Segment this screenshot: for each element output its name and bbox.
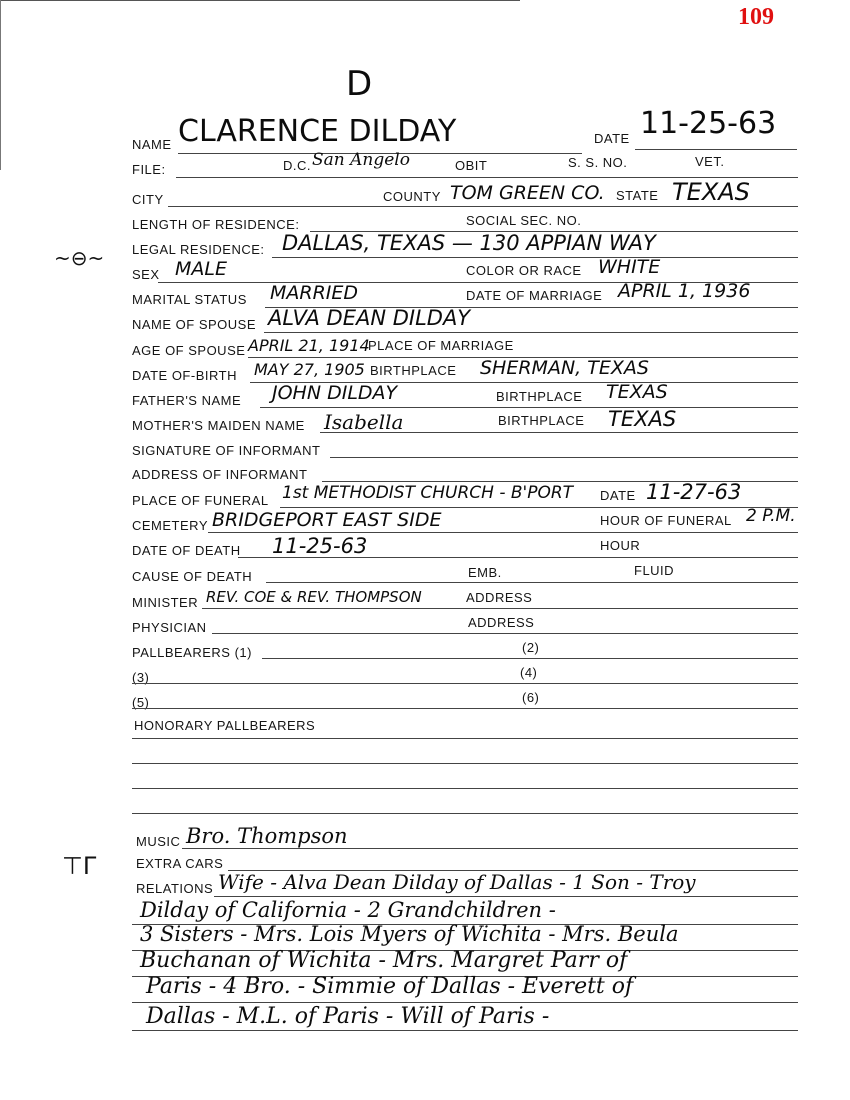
name-label: NAME (132, 137, 172, 152)
age-of-spouse-value: APRIL 21, 1914 (248, 336, 370, 355)
date-of-death-label: DATE OF DEATH (132, 543, 241, 558)
county-value: TOM GREEN CO. (450, 182, 605, 204)
hour-of-funeral-value: 2 P.M. (746, 506, 796, 526)
cause-of-death-label: CAUSE OF DEATH (132, 569, 253, 584)
pallbearers-5-label: (5) (132, 695, 150, 710)
funeral-date-value: 11-27-63 (646, 480, 742, 504)
pallbearers-6-label: (6) (522, 690, 540, 705)
dc-label: D.C. (283, 158, 311, 173)
birthplace-label: BIRTHPLACE (370, 363, 457, 378)
date-value: 11-25-63 (640, 106, 777, 141)
mothers-maiden-name-value: Isabella (324, 410, 404, 434)
obit-label: OBIT (455, 158, 488, 173)
cemetery-value: BRIDGEPORT EAST SIDE (212, 509, 442, 531)
sex-label: SEX (132, 267, 160, 282)
margin-mark-symbol: ⊤Γ (62, 852, 97, 880)
fathers-name-value: JOHN DILDAY (272, 382, 398, 404)
place-of-funeral-label: PLACE OF FUNERAL (132, 493, 269, 508)
relations-line: Dallas - M.L. of Paris - Will of Paris - (146, 1004, 550, 1029)
mothers-birthplace-value: TEXAS (608, 407, 677, 431)
dc-value: San Angelo (312, 150, 410, 170)
relations-label: RELATIONS (136, 881, 214, 896)
state-label: STATE (616, 188, 659, 203)
marital-status-value: MARRIED (270, 282, 359, 304)
date-label: DATE (594, 131, 630, 146)
cemetery-label: CEMETERY (132, 518, 208, 533)
state-value: TEXAS (672, 178, 750, 206)
mothers-birthplace-label: BIRTHPLACE (498, 413, 585, 428)
signature-of-informant-label: SIGNATURE OF INFORMANT (132, 443, 321, 458)
length-of-residence-label: LENGTH OF RESIDENCE: (132, 217, 300, 232)
date-of-birth-value: MAY 27, 1905 (254, 360, 365, 379)
pallbearers-1-label: PALLBEARERS (1) (132, 645, 252, 660)
scan-edge-top (0, 0, 520, 1)
relations-line: Buchanan of Wichita - Mrs. Margret Parr of (140, 948, 628, 973)
pallbearers-4-label: (4) (520, 665, 538, 680)
age-of-spouse-label: AGE OF SPOUSE (132, 343, 246, 358)
date-of-birth-label: DATE OF-BIRTH (132, 368, 237, 383)
hour-label: HOUR (600, 538, 641, 553)
physician-label: PHYSICIAN (132, 620, 207, 635)
sex-value: MALE (175, 258, 227, 280)
color-or-race-value: WHITE (598, 256, 661, 278)
funeral-date-label: DATE (600, 488, 636, 503)
scan-edge-left (0, 0, 1, 170)
extra-cars-label: EXTRA CARS (136, 856, 224, 871)
date-of-marriage-label: DATE OF MARRIAGE (466, 288, 603, 303)
fathers-birthplace-label: BIRTHPLACE (496, 389, 583, 404)
legal-residence-label: LEGAL RESIDENCE: (132, 242, 265, 257)
name-value: CLARENCE DILDAY (178, 114, 457, 149)
fluid-label: FLUID (634, 563, 675, 578)
relations-line: Dilday of California - 2 Grandchildren - (140, 898, 556, 922)
mothers-maiden-name-label: MOTHER'S MAIDEN NAME (132, 418, 305, 433)
file-label: FILE: (132, 162, 166, 177)
pallbearers-3-label: (3) (132, 670, 150, 685)
minister-label: MINISTER (132, 595, 199, 610)
name-of-spouse-label: NAME OF SPOUSE (132, 317, 257, 332)
relations-line: 3 Sisters - Mrs. Lois Myers of Wichita - Mrs. Beula (140, 922, 679, 946)
music-value: Bro. Thompson (186, 824, 348, 848)
vet-label: VET. (695, 154, 725, 169)
page-number: 109 (738, 4, 774, 30)
social-sec-no-label: SOCIAL SEC. NO. (466, 213, 582, 228)
music-label: MUSIC (136, 834, 181, 849)
relations-line: Wife - Alva Dean Dilday of Dallas - 1 Son - Troy (218, 870, 696, 894)
relations-line: Paris - 4 Bro. - Simmie of Dallas - Everett of (146, 974, 634, 999)
date-of-marriage-value: APRIL 1, 1936 (618, 280, 751, 302)
pallbearers-2-label: (2) (522, 640, 540, 655)
emb-label: EMB. (468, 565, 502, 580)
margin-mark-symbol: ~⊖~ (54, 246, 105, 270)
marital-status-label: MARITAL STATUS (132, 292, 247, 307)
minister-value: REV. COE & REV. THOMPSON (206, 588, 422, 606)
color-or-race-label: COLOR OR RACE (466, 263, 582, 278)
name-of-spouse-value: ALVA DEAN DILDAY (268, 306, 471, 330)
place-of-funeral-value: 1st METHODIST CHURCH - B'PORT (282, 483, 574, 503)
city-label: CITY (132, 192, 164, 207)
handwritten-mark-above-name: D (346, 64, 373, 104)
fathers-name-label: FATHER'S NAME (132, 393, 242, 408)
ss-no-label: S. S. NO. (568, 155, 628, 170)
address-of-informant-label: ADDRESS OF INFORMANT (132, 467, 308, 482)
fathers-birthplace-value: TEXAS (606, 381, 668, 403)
birthplace-value: SHERMAN, TEXAS (480, 357, 649, 379)
honorary-pallbearers-label: HONORARY PALLBEARERS (134, 718, 316, 733)
county-label: COUNTY (383, 189, 441, 204)
minister-address-label: ADDRESS (466, 590, 533, 605)
hour-of-funeral-label: HOUR OF FUNERAL (600, 513, 732, 528)
place-of-marriage-label: PLACE OF MARRIAGE (368, 338, 514, 353)
legal-residence-value: DALLAS, TEXAS — 130 APPIAN WAY (282, 231, 656, 255)
physician-address-label: ADDRESS (468, 615, 535, 630)
date-of-death-value: 11-25-63 (272, 534, 368, 558)
